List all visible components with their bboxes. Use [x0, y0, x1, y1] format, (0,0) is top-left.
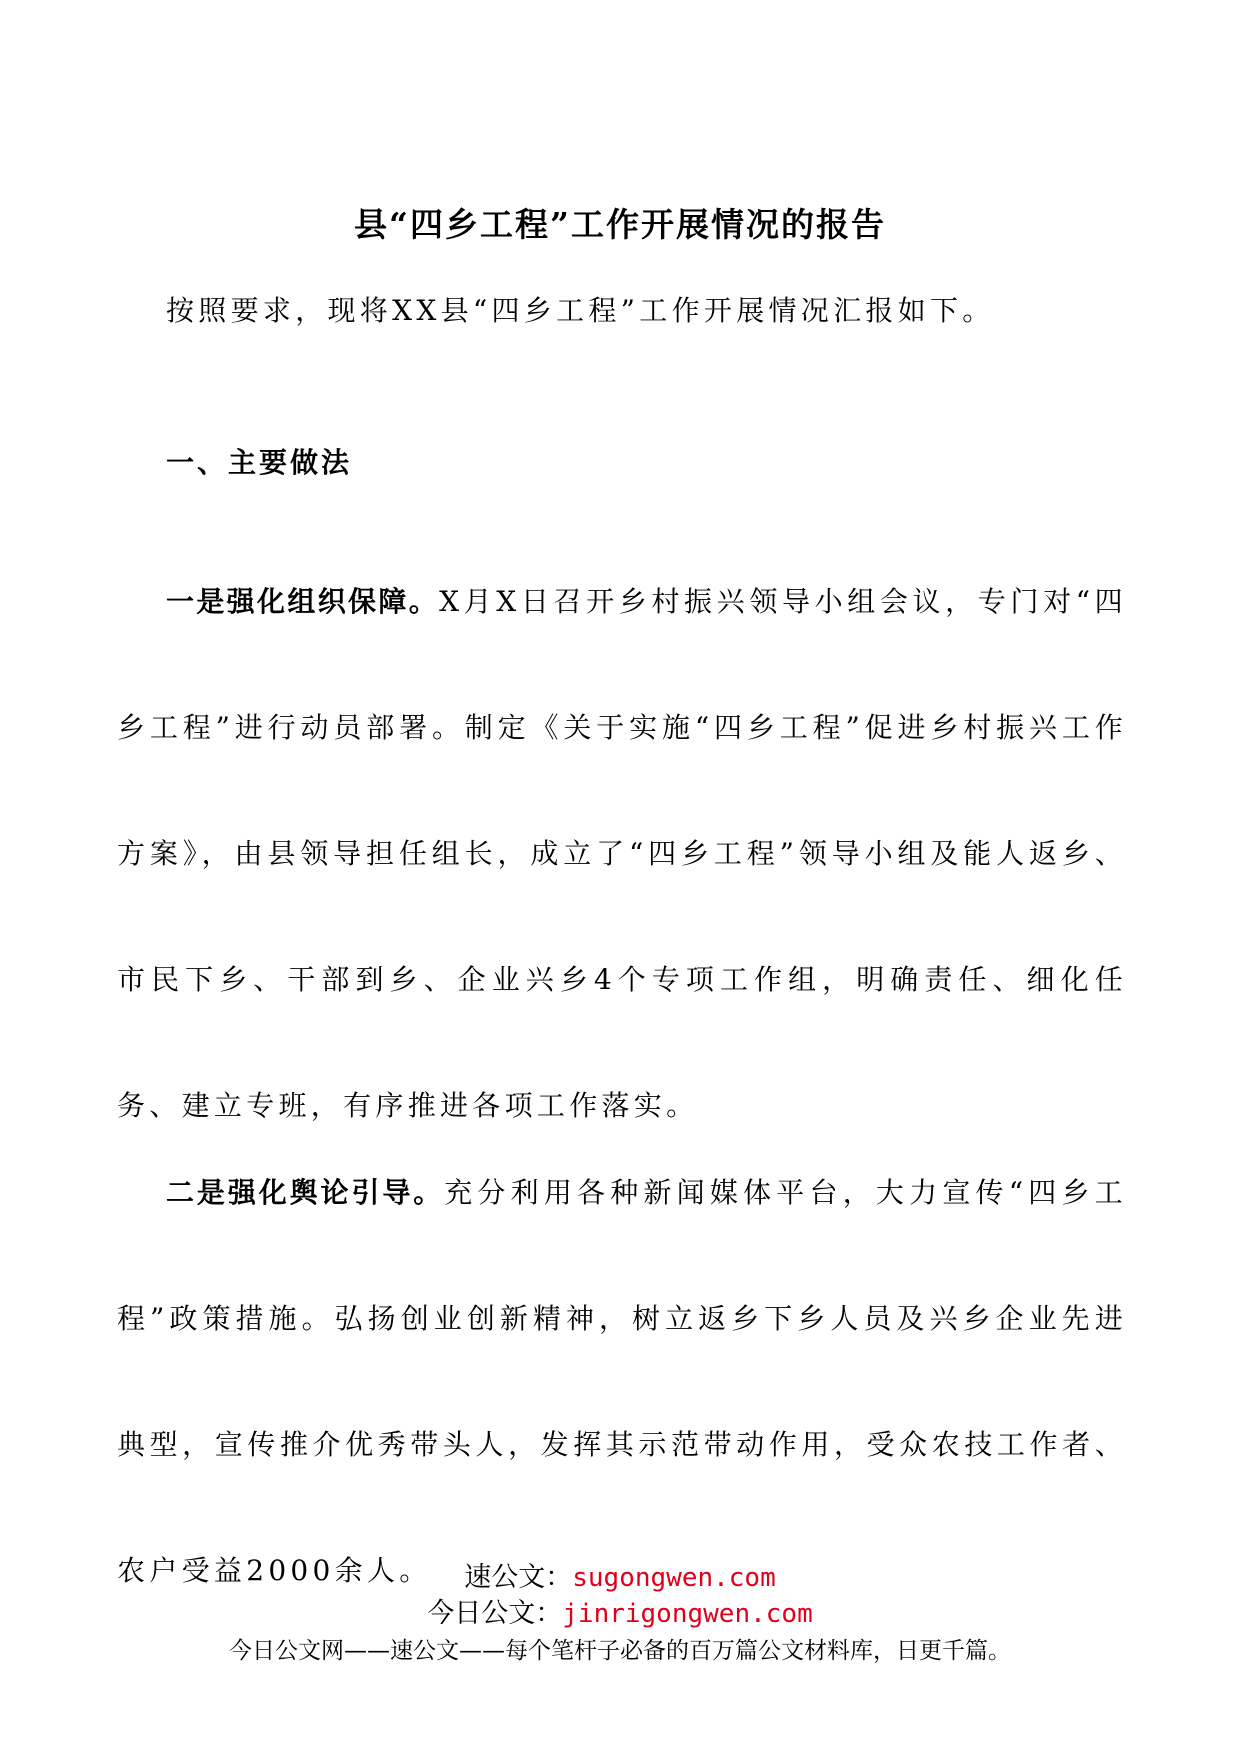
section-heading: 一、主要做法: [166, 446, 353, 479]
paragraph-organization: [117, 539, 1127, 1169]
intro-paragraph: 按照要求，现将XX县“四乡工程”工作开展情况汇报如下。: [166, 294, 995, 327]
footer-jinrigongwen: [0, 1597, 1240, 1631]
paragraph-text: X月X日召开乡村振兴领导小组会议，专门对“四乡工程”进行动员部署。制定《关于实施“四乡工程”促进乡村振兴工作方案》，由县领导担任组长，成立了“四乡工程”领导小组及能人返乡、市民下乡、干部到乡、企业兴乡4个专项工作组，明确责任、细化任务、建立专班，有序推进各项工作落实。: [117, 585, 1127, 1122]
footer-slogan: 今日公文网——速公文——每个笔杆子必备的百万篇公文材料库，日更千篇。: [229, 1638, 1011, 1664]
paragraph-publicity: [117, 1130, 1127, 1634]
paragraph-lead: 一是强化组织保障。: [166, 585, 440, 618]
sugongwen-link[interactable]: sugongwen.com: [572, 1563, 776, 1593]
document-title: 县“四乡工程”工作开展情况的报告: [354, 205, 886, 244]
footer-sugongwen: [0, 1561, 1240, 1595]
jinrigongwen-link[interactable]: jinrigongwen.com: [562, 1599, 813, 1629]
paragraph-text: 充分利用各种新闻媒体平台，大力宣传“四乡工程”政策措施。弘扬创业创新精神，树立返乡下乡人员及兴乡企业先进典型，宣传推介优秀带头人，发挥其示范带动作用，受众农技工作者、农户受益2000余人。: [117, 1176, 1127, 1587]
paragraph-lead: 二是强化舆论引导。: [166, 1176, 445, 1209]
footer-label: 今日公文：: [427, 1598, 563, 1629]
footer-label: 速公文：: [464, 1562, 573, 1593]
